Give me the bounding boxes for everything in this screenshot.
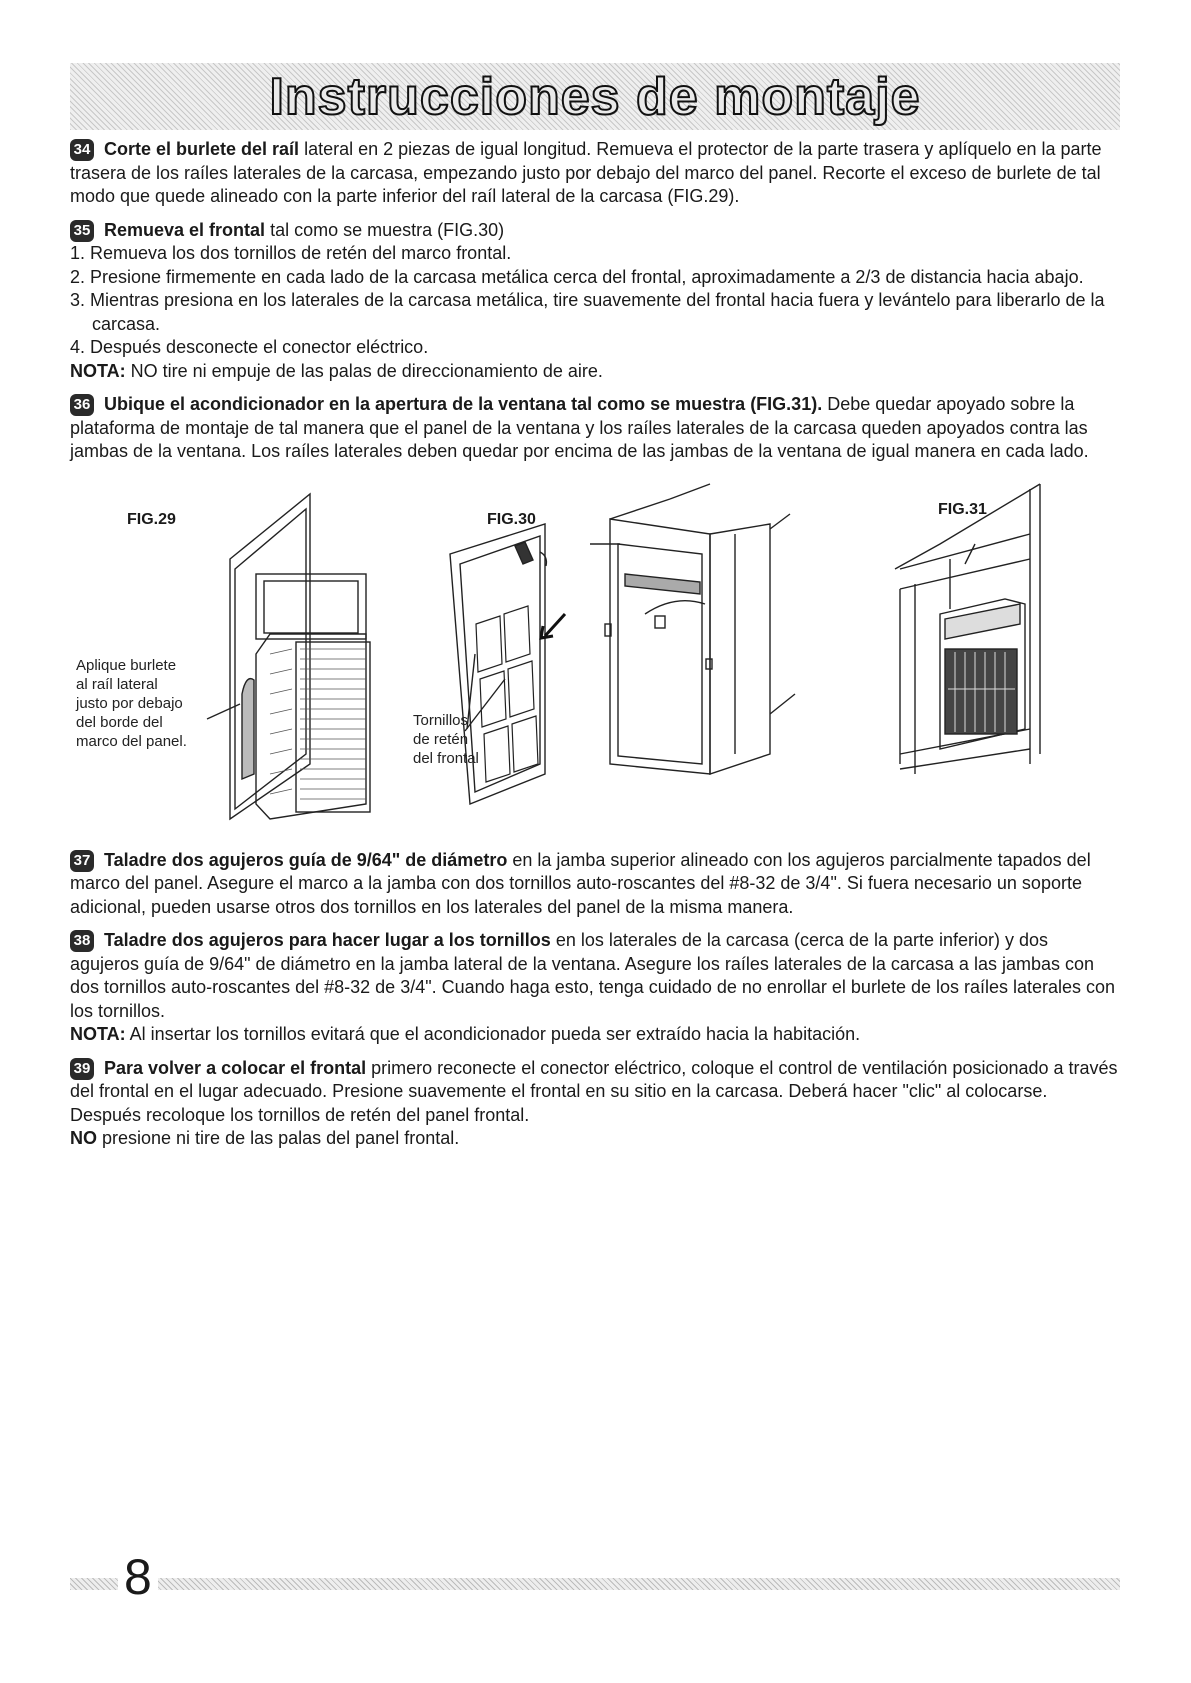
step-heading: Taladre dos agujeros para hacer lugar a los tornillos [104,930,551,950]
page-number: 8 [118,1548,158,1606]
step-number-badge: 34 [70,139,94,161]
note [70,1023,1120,1047]
list-item: 1. Remueva los dos tornillos de retén del marco frontal. [70,243,512,263]
fig31-illustration [895,484,1040,774]
note-label: NO [70,1128,97,1148]
callout-line: justo por debajo [76,694,183,712]
step-heading: Ubique el acondicionador en la apertura de la ventana tal como se muestra (FIG.31). [104,394,823,414]
step-37 [70,849,1120,920]
callout-line: Tornillos [413,711,469,729]
callout-line: del borde del [76,713,163,731]
fig29-callout [76,656,187,751]
step-text: en la jamba superior alineado con los agujeros parcialmente tapados del marco del panel. Asegure el marco a la jamba con dos tornillos auto-roscantes del #8-32 de 3/4". Si fuera necesario un soporte adicional, pueden usarse otros dos tornillos en los laterales del panel de la misma manera. [70,849,1091,917]
step-36 [70,393,1120,464]
step-text: primero reconecte el conector eléctrico, coloque el control de ventilación posicionado a través del frontal en el lugar adecuado. Presione suavemente el frontal en su sitio en la carcasa. Deberá hacer "clic" al colocarse. Después recoloque los tornillos de retén del panel frontal. [70,1057,1118,1125]
page-title: Instrucciones de montaje [269,67,921,126]
instructions-body [70,138,1120,1161]
fig30-illustration [450,484,795,804]
note-text: Al insertar los tornillos evitará que el acondicionador pueda ser extraído hacia la habitación. [125,1024,861,1044]
step-text: en los laterales de la carcasa (cerca de la parte inferior) y dos agujeros guía de 9/64" de diámetro en la jamba lateral de la ventana. Asegure los raíles laterales de la carcasa a las jambas con dos tornillos auto-roscantes del #8-32 de 3/4". Cuando haga esto, tenga cuidado de no enrollar el burlete de los raíles laterales con los tornillos. [70,930,1116,1021]
list-item: 3. Mientras presiona en los laterales de la carcasa metálica, tire suavemente del frontal hacia fuera y levántelo para liberarlo de la carcasa. [70,290,1105,334]
fig29-illustration [207,494,370,819]
callout-line: al raíl lateral [76,675,158,693]
callout-line: Aplique burlete [76,656,177,674]
step-34 [70,138,1120,209]
list-item: 4. Después desconecte el conector eléctrico. [70,337,429,357]
step-heading: Para volver a colocar el frontal [104,1057,367,1078]
note-label: NOTA: [70,1024,126,1044]
note-text: presione ni tire de las palas del panel frontal. [97,1128,460,1148]
step-number-badge: 36 [70,394,94,416]
footer-bar [70,1578,1120,1590]
step-38 [70,929,1120,1047]
note [70,1127,1120,1151]
step-number-badge: 38 [70,930,94,952]
callout-line: marco del panel. [76,732,187,750]
step-text: Debe quedar apoyado sobre la plataforma de montaje de tal manera que el panel de la ventana y los raíles laterales de la carcasa queden apoyados contra las jambas de la ventana. Los raíles laterales deben quedar por encima de las jambas de la ventana de igual manera en cada lado. [70,394,1089,461]
callout-line: de retén [413,730,469,748]
step-number-badge: 35 [70,220,94,242]
note [70,360,1120,384]
step-number-badge: 39 [70,1058,94,1080]
step-heading: Remueva el frontal [104,219,266,240]
fig29-label: FIG.29 [127,510,176,528]
step-35-list [70,242,1120,360]
step-heading: Corte el burlete del raíl [104,139,300,159]
step-35 [70,219,1120,384]
step-text: lateral en 2 piezas de igual longitud. Remueva el protector de la parte trasera y aplíquelo en la parte trasera de los raíles laterales de la carcasa, empezando justo por debajo del marco del panel. Recorte el exceso de burlete de tal modo que quede alineado con la parte inferior del raíl lateral de la carcasa (FIG.29). [70,139,1102,206]
list-item: 2. Presione firmemente en cada lado de la carcasa metálica cerca del frontal, aproximadamente a 2/3 de distancia hacia abajo. [70,266,1084,287]
step-heading: Taladre dos agujeros guía de 9/64" de diámetro [104,849,508,870]
fig30-label: FIG.30 [487,510,536,528]
fig31-label: FIG.31 [938,500,987,518]
note-text: NO tire ni empuje de las palas de direccionamiento de aire. [125,360,603,381]
note-label: NOTA: [70,360,126,381]
step-number-badge: 37 [70,850,94,872]
callout-line: del frontal [413,749,479,767]
figures-illustration [70,474,1120,839]
step-text: tal como se muestra (FIG.30) [265,219,505,240]
title-banner [70,63,1120,130]
fig30-callout [413,711,479,768]
figures-row [70,474,1120,839]
step-39 [70,1057,1120,1151]
